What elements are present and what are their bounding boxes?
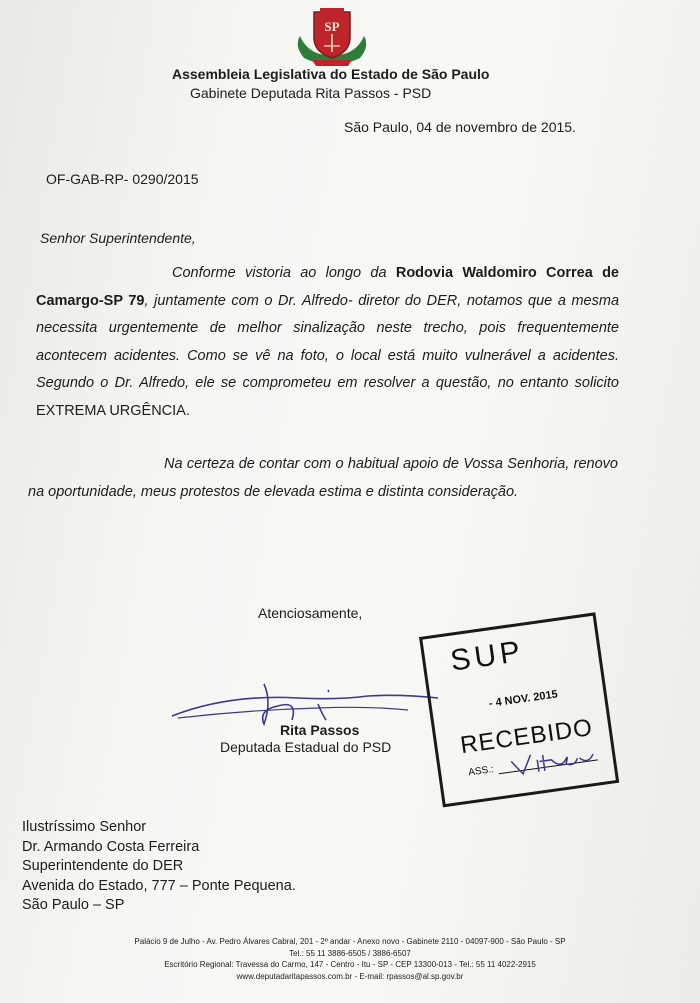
p1-emphasis: EXTREMA URGÊNCIA. xyxy=(36,402,190,419)
stamp-status: RECEBIDO xyxy=(458,713,595,760)
body-paragraph-1 xyxy=(36,260,619,425)
recipient-line: Avenida do Estado, 777 – Ponte Pequena. xyxy=(22,877,296,894)
closing: Atenciosamente, xyxy=(258,605,363,621)
footer-line: Tel.: 55 11 3886-6505 / 3886-6507 xyxy=(289,948,411,958)
p1-road-name: Rodovia Waldomiro Correa de Camargo-SP 79 xyxy=(36,265,619,309)
recipient-line: São Paulo – SP xyxy=(22,897,125,913)
signatory-name: Rita Passos xyxy=(280,722,360,738)
footer-line: Palácio 9 de Julho - Av. Pedro Álvares Cabral, 201 - 2º andar - Anexo novo - Gabinete 2110 - 04097-900 - São Paulo - SP xyxy=(134,937,566,946)
letter-date: São Paulo, 04 de novembro de 2015. xyxy=(344,119,576,135)
p1-intro: Conforme vistoria ao longo da xyxy=(172,265,396,281)
body-paragraph-2: Na certeza de contar com o habitual apoio de Vossa Senhoria, renovo na oportunidade, meus protestos de elevada estima e distinta consideração. xyxy=(28,456,618,500)
signatory-title: Deputada Estadual do PSD xyxy=(220,739,392,755)
recipient-line: Ilustríssimo Senhor xyxy=(22,819,147,835)
footer-line: Escritório Regional: Travessa do Carmo, 147 - Centro - Itu - SP - CEP 13300-013 - Tel.: 55 11 4022-2915 xyxy=(164,960,536,969)
office-name: Gabinete Deputada Rita Passos - PSD xyxy=(190,85,432,101)
recipient-line: Dr. Armando Costa Ferreira xyxy=(22,838,200,855)
recipient-address xyxy=(22,818,382,916)
letter-footer xyxy=(0,936,700,982)
stamp-date: - 4 NOV. 2015 xyxy=(488,688,559,710)
institution-name: Assembleia Legislativa do Estado de São Paulo xyxy=(172,66,490,82)
svg-text:SP: SP xyxy=(324,19,340,34)
received-stamp xyxy=(419,613,617,806)
reference-number: OF-GAB-RP- 0290/2015 xyxy=(46,171,199,187)
sao-paulo-coat-of-arms-icon xyxy=(292,6,372,68)
recipient-line: Superintendente do DER xyxy=(22,858,184,874)
p1-body: , juntamente com o Dr. Alfredo- diretor do DER, notamos que a mesma necessita urgentemente de melhor sinalização neste trecho, pois frequentemente acontecem acidentes. Como se vê na foto, o local está muito vulnerável a acidentes. Segundo o Dr. Alfredo, ele se comprometeu em resolver a questão, no entanto solicito xyxy=(36,292,620,391)
salutation: Senhor Superintendente, xyxy=(40,230,196,246)
stamp-department: SUP xyxy=(448,634,526,678)
footer-line: www.deputadaritapassos.com.br - E-mail: rpassos@al.sp.gov.br xyxy=(236,971,464,981)
stamp-ass-label: ASS.: xyxy=(467,764,495,779)
